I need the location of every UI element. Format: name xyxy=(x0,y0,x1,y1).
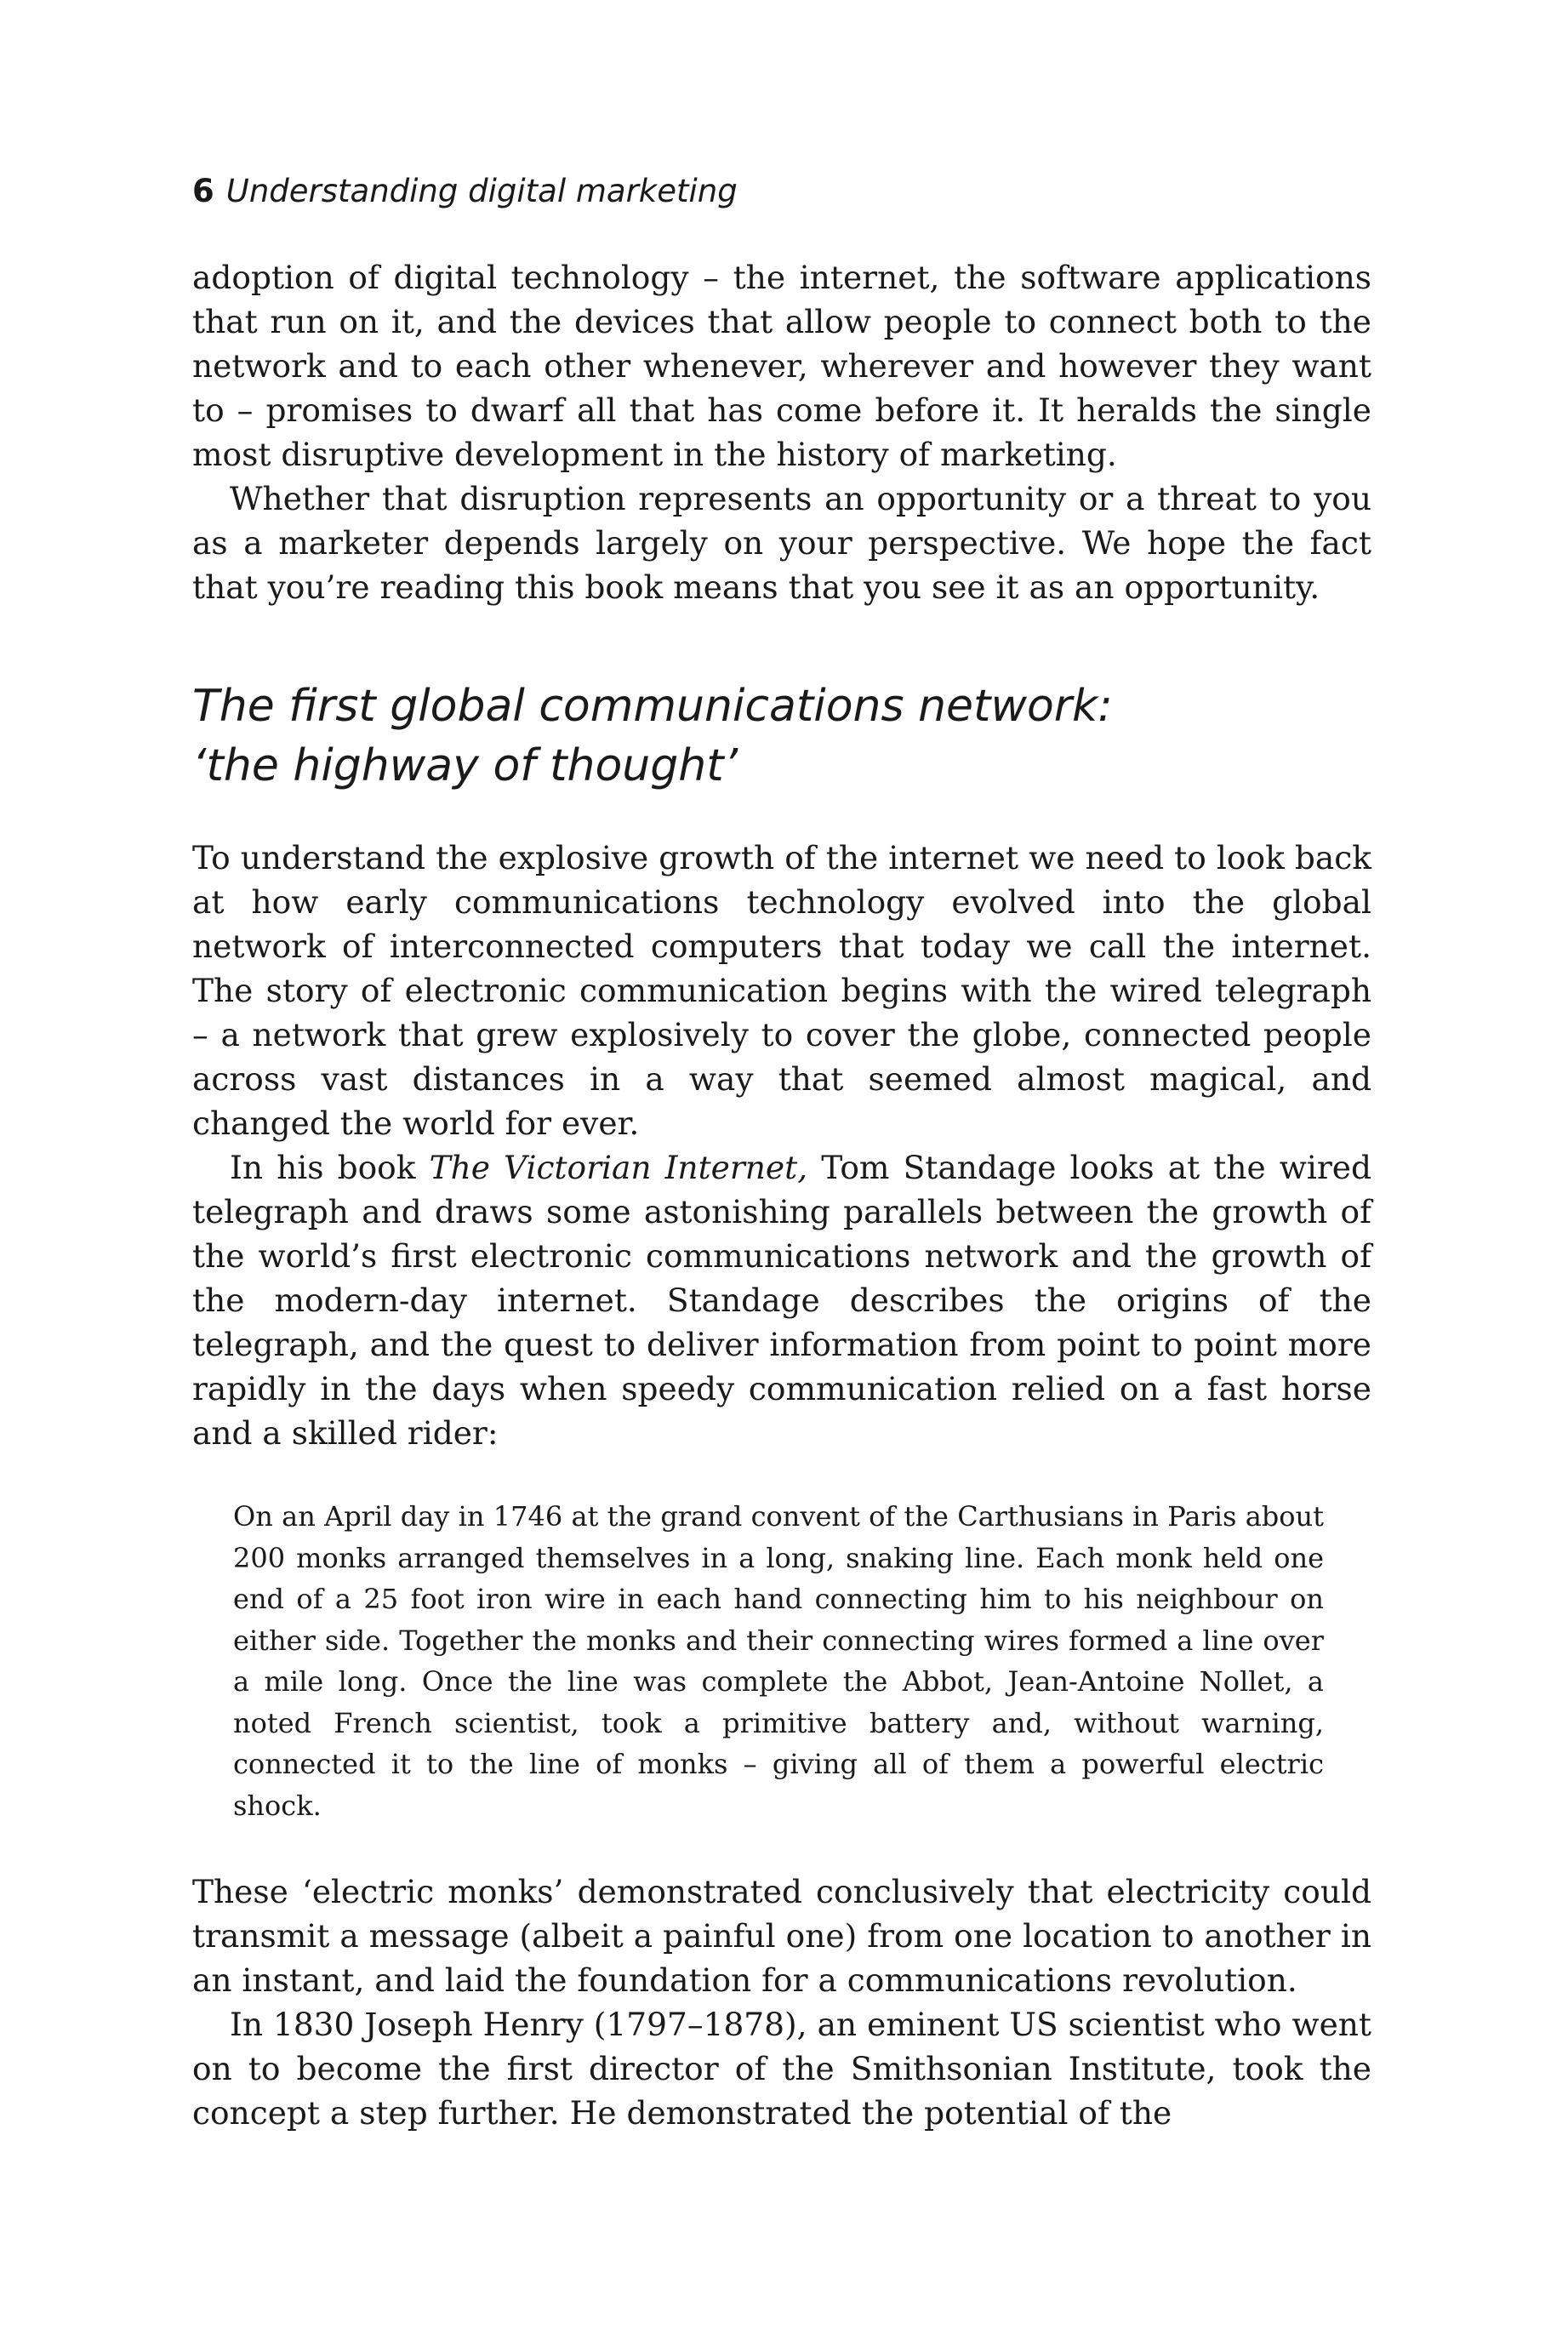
paragraph-continued: adoption of digital technology – the internet, the software applications that run on it, and the devices that allow people to connect both to the network and to each other whenever, wherever and however they want to – promises to dwarf all that has come before it. It heralds the single most disruptive development in the history of marketing. xyxy=(192,259,1371,473)
paragraph-victorian-internet xyxy=(192,1145,1371,1455)
paragraph-joseph-henry: In 1830 Joseph Henry (1797–1878), an eminent US scientist who went on to become the first director of the Smithsonian Institute, took the concept a step further. He demonstrated the potential of the xyxy=(192,2006,1371,2132)
closing-text xyxy=(192,1870,1371,2135)
section-heading xyxy=(192,676,1113,796)
paragraph-electric-monks: These ‘electric monks’ demonstrated conclusively that electricity could transmit a message (albeit a painful one) from one location to another in an instant, and laid the foundation for a communications revolution. xyxy=(192,1873,1371,1999)
section-text xyxy=(192,836,1371,1455)
section-heading-line-1: The first global communications network: xyxy=(192,681,1113,732)
paragraph-telegraph-intro: To understand the explosive growth of the internet we need to look back at how early communications technology evolved into the global network of interconnected computers that today we call the internet. The story of electronic communication begins with the wired telegraph – a network that grew explosively to cover the globe, connected people across vast distances in a way that seemed almost magical, and changed the world for ever. xyxy=(192,839,1371,1142)
paragraph-victorian-internet-start: In his book xyxy=(230,1149,430,1186)
opening-text xyxy=(192,255,1371,609)
paragraph-disruption: Whether that disruption represents an opportunity or a threat to you as a marketer depends largely on your perspective. We hope the fact that you’re reading this book means that you see it as an opportunity. xyxy=(192,480,1371,606)
running-head-title: Understanding digital marketing xyxy=(225,173,738,209)
block-quote: On an April day in 1746 at the grand convent of the Carthusians in Paris about 200 monks arranged themselves in a long, snaking line. Each monk held one end of a 25 foot iron wire in each hand connecting him to his neighbour on either side. Together the monks and their connecting wires formed a line over a mile long. Once the line was complete the Abbot, Jean-Antoine Nollet, a noted French scientist, took a primitive battery and, without warning, connected it to the line of monks – giving all of them a powerful electric shock. xyxy=(233,1500,1324,1822)
running-head xyxy=(192,170,738,213)
page-number: 6 xyxy=(192,173,214,209)
book-title: The Victorian Internet, xyxy=(429,1149,808,1186)
paragraph-victorian-internet-rest: Tom Standage looks at the wired telegraph and draws some astonishing parallels between the growth of the world’s first electronic communications network and the growth of the modern-day internet. Standage describes the origins of the telegraph, and the quest to deliver information from point to point more rapidly in the days when speedy communication relied on a fast horse and a skilled rider: xyxy=(192,1149,1371,1452)
section-heading-line-2: ‘the highway of thought’ xyxy=(192,740,738,791)
